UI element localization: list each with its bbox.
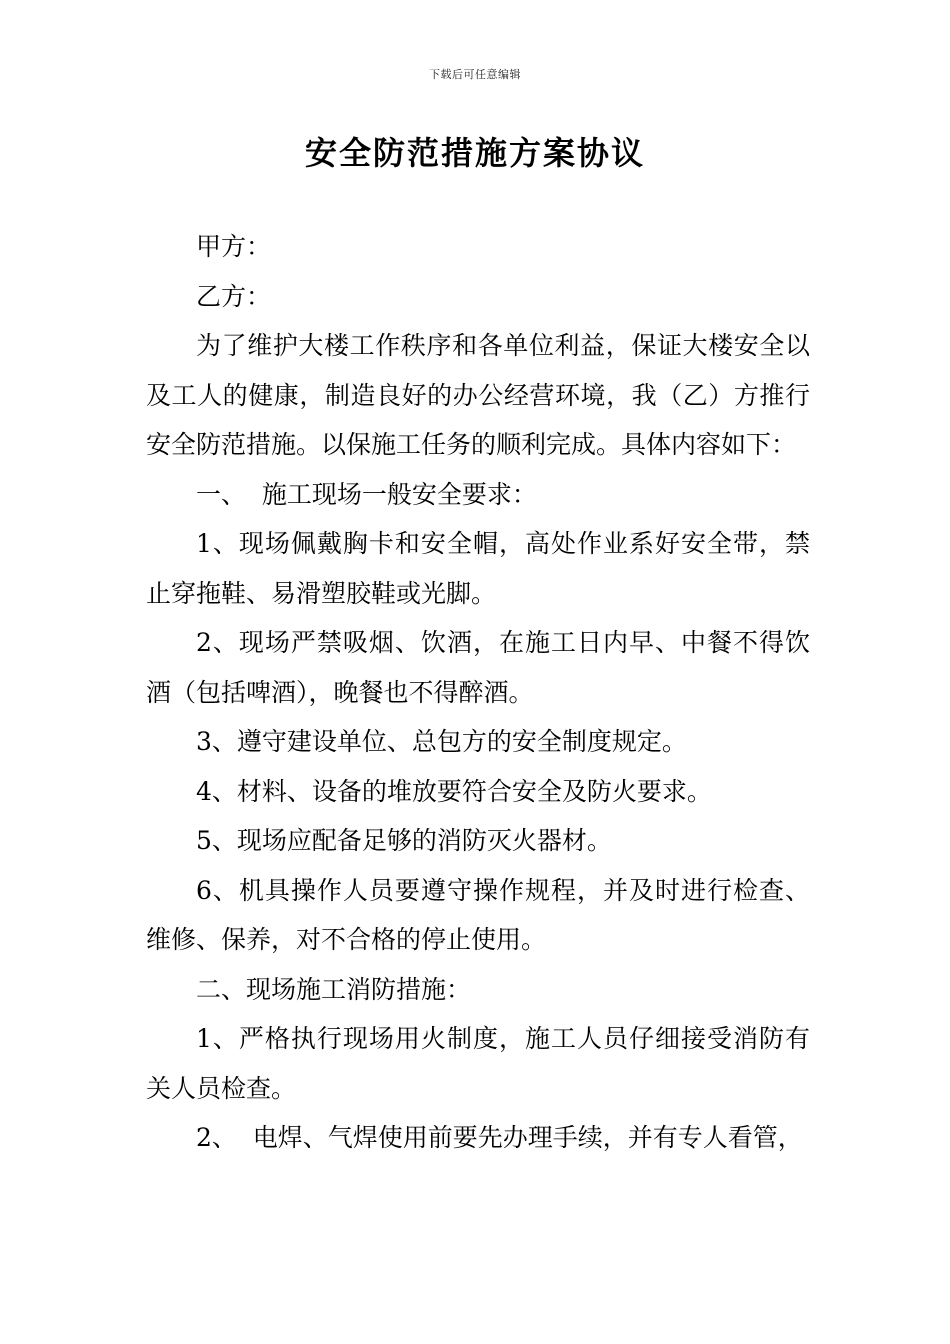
list-item: 2、 电焊、气焊使用前要先办理手续，并有专人看管， [196,1123,803,1152]
list-item: 6、机具操作人员要遵守操作规程，并及时进行检查、维修、保养，对不合格的停止使用。 [146,875,810,954]
list-item: 1、严格执行现场用火制度，施工人员仔细接受消防有关人员检查。 [146,1024,810,1103]
list-item: 5、现场应配备足够的消防灭火器材。 [196,826,612,855]
document-body [146,222,810,1163]
list-item: 4、材料、设备的堆放要符合安全及防火要求。 [196,776,712,806]
party-b-line: 乙方： [196,281,272,311]
list-item: 3、遵守建设单位、总包方的安全制度规定。 [196,727,687,756]
section-heading-fire-measures: 二、现场施工消防措施： [196,974,472,1004]
intro-paragraph: 为了维护大楼工作秩序和各单位利益，保证大楼安全以及工人的健康，制造良好的办公经营环境，我（乙）方推行安全防范措施。以保施工任务的顺利完成。具体内容如下： [146,331,810,459]
list-item: 1、现场佩戴胸卡和安全帽，高处作业系好安全带，禁止穿拖鞋、易滑塑胶鞋或光脚。 [146,529,810,608]
header-note: 下载后可任意编辑 [429,68,521,81]
party-a-line: 甲方： [196,232,272,261]
document-title: 安全防范措施方案协议 [304,134,645,172]
list-item: 2、现场严禁吸烟、饮酒，在施工日内早、中餐不得饮酒（包括啤酒），晚餐也不得醉酒。 [146,628,810,707]
section-heading-general-safety: 一、 施工现场一般安全要求： [196,479,537,509]
